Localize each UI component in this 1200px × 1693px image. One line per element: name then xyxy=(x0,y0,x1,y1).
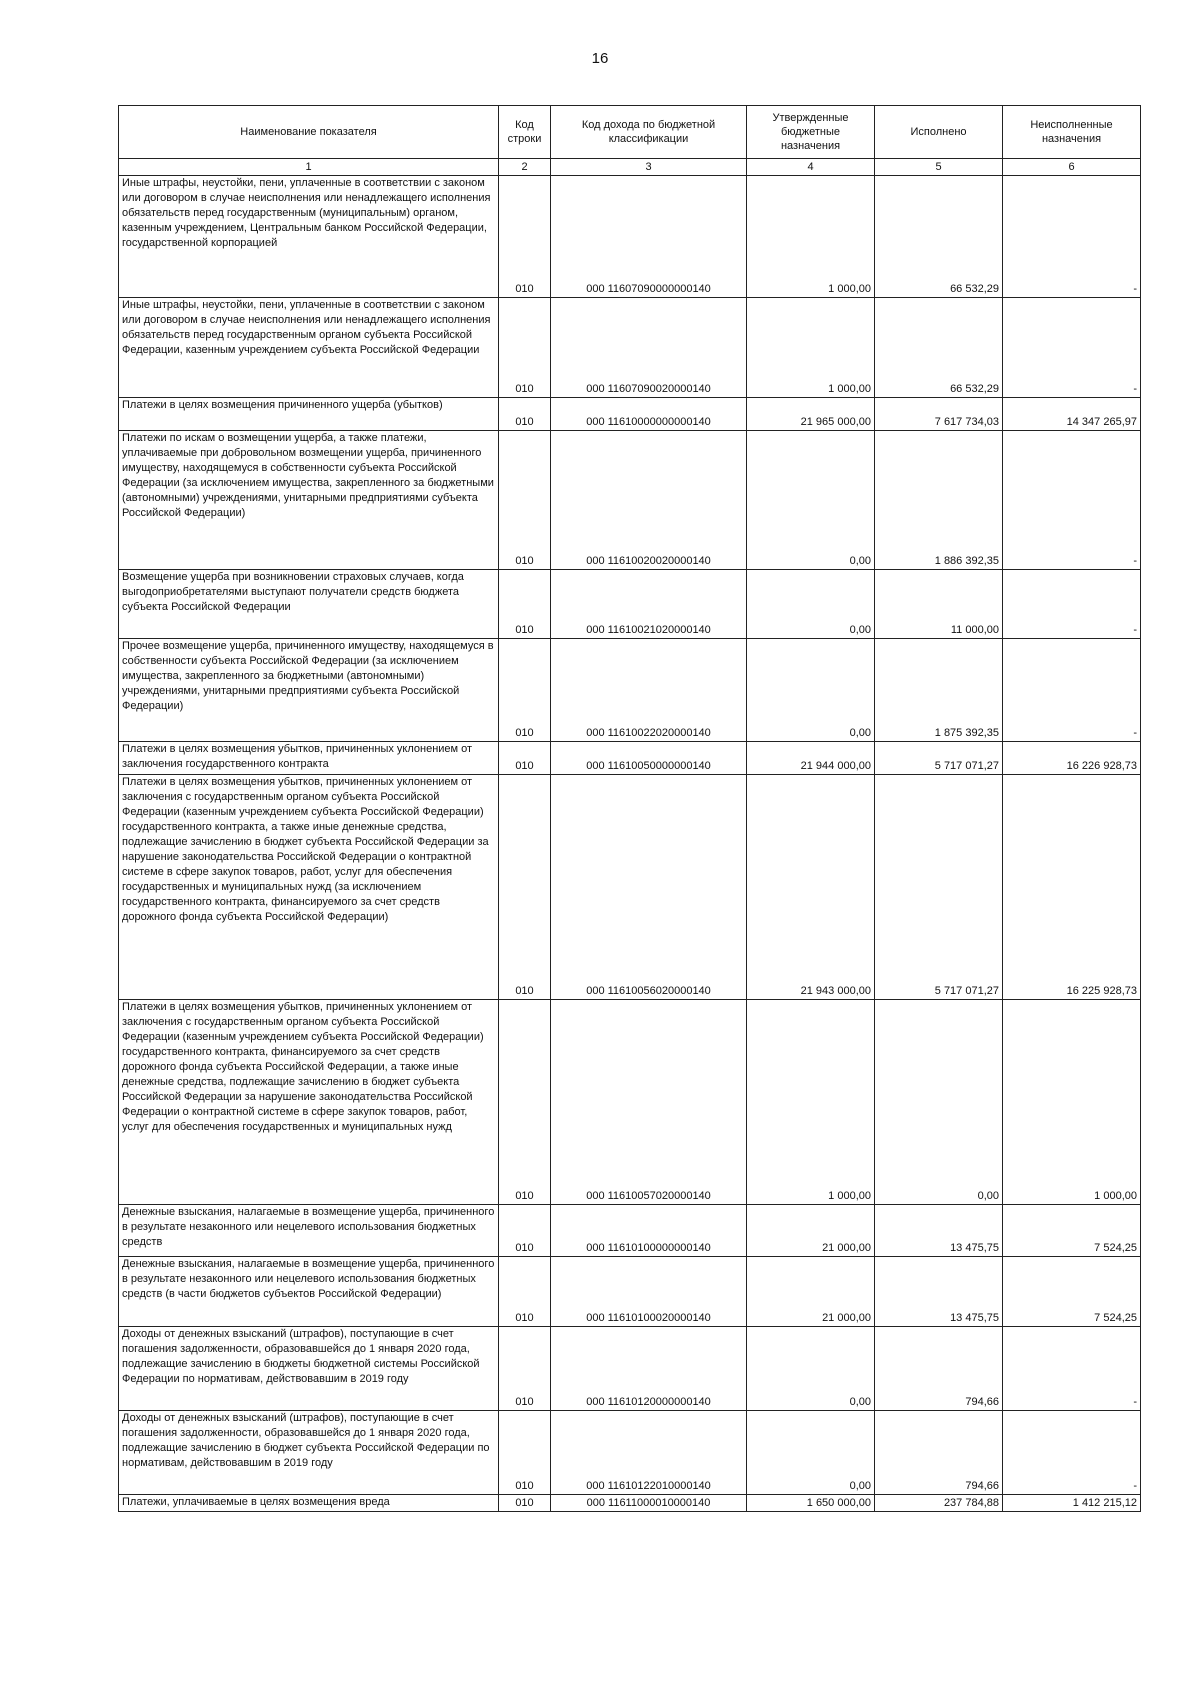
row-unexecuted: 1 412 215,12 xyxy=(1003,1495,1141,1512)
row-executed: 1 875 392,35 xyxy=(875,639,1003,742)
row-unexecuted: - xyxy=(1003,1411,1141,1495)
header-executed: Исполнено xyxy=(875,106,1003,159)
row-unexecuted: 16 226 928,73 xyxy=(1003,742,1141,775)
table-row xyxy=(119,1495,1141,1512)
row-name: Возмещение ущерба при возникновении страховых случаев, когда выгодоприобретателями выступают получатели средств бюджета субъекта Российской Федерации xyxy=(119,570,499,639)
row-approved: 21 965 000,00 xyxy=(747,398,875,431)
row-name: Платежи, уплачиваемые в целях возмещения вреда xyxy=(119,1495,499,1512)
table-row xyxy=(119,1257,1141,1327)
row-executed: 1 886 392,35 xyxy=(875,431,1003,570)
header-approved: Утвержденные бюджетные назначения xyxy=(747,106,875,159)
row-executed: 5 717 071,27 xyxy=(875,742,1003,775)
table-header-row xyxy=(119,106,1141,159)
row-name: Платежи по искам о возмещении ущерба, а также платежи, уплачиваемые при добровольном возмещении ущерба, причиненного имуществу, находящемуся в собственности субъекта Российской Федерации (за исключением имущества, закрепленного за бюджетными (автономными) учреждениями, унитарными предприятиями субъекта Российской Федерации) xyxy=(119,431,499,570)
table-row xyxy=(119,1411,1141,1495)
row-revenue-code: 000 11610120000000140 xyxy=(551,1327,747,1411)
row-approved: 0,00 xyxy=(747,570,875,639)
row-executed: 5 717 071,27 xyxy=(875,775,1003,1000)
row-unexecuted: 1 000,00 xyxy=(1003,1000,1141,1205)
row-unexecuted: 14 347 265,97 xyxy=(1003,398,1141,431)
row-approved: 21 000,00 xyxy=(747,1205,875,1257)
row-approved: 0,00 xyxy=(747,1411,875,1495)
row-name: Платежи в целях возмещения причиненного ущерба (убытков) xyxy=(119,398,499,431)
column-number: 5 xyxy=(875,159,1003,176)
header-revenue-code: Код дохода по бюджетной классификации xyxy=(551,106,747,159)
row-executed: 7 617 734,03 xyxy=(875,398,1003,431)
row-line-code: 010 xyxy=(499,1327,551,1411)
row-unexecuted: - xyxy=(1003,431,1141,570)
column-number: 3 xyxy=(551,159,747,176)
row-line-code: 010 xyxy=(499,1205,551,1257)
row-unexecuted: 16 225 928,73 xyxy=(1003,775,1141,1000)
row-revenue-code: 000 11610056020000140 xyxy=(551,775,747,1000)
row-line-code: 010 xyxy=(499,639,551,742)
row-revenue-code: 000 11611000010000140 xyxy=(551,1495,747,1512)
row-revenue-code: 000 11610020020000140 xyxy=(551,431,747,570)
table-row xyxy=(119,570,1141,639)
row-revenue-code: 000 11610100020000140 xyxy=(551,1257,747,1327)
row-unexecuted: 7 524,25 xyxy=(1003,1205,1141,1257)
page-number: 16 xyxy=(591,50,609,67)
row-line-code: 010 xyxy=(499,398,551,431)
row-name: Иные штрафы, неустойки, пени, уплаченные в соответствии с законом или договором в случае неисполнения или ненадлежащего исполнения обязательств перед государственным органом субъекта Российской Федерации, казенным учреждением субъекта Российской Федерации xyxy=(119,298,499,398)
row-line-code: 010 xyxy=(499,570,551,639)
row-name: Доходы от денежных взысканий (штрафов), поступающие в счет погашения задолженности, образовавшейся до 1 января 2020 года, подлежащие зачислению в бюджеты бюджетной системы Российской Федерации по нормативам, действовавшим в 2019 году xyxy=(119,1327,499,1411)
row-name: Доходы от денежных взысканий (штрафов), поступающие в счет погашения задолженности, образовавшейся до 1 января 2020 года, подлежащие зачислению в бюджет субъекта Российской Федерации по нормативам, действовавшим в 2019 году xyxy=(119,1411,499,1495)
row-unexecuted: - xyxy=(1003,176,1141,298)
row-name: Платежи в целях возмещения убытков, причиненных уклонением от заключения с государственным органом субъекта Российской Федерации (казенным учреждением субъекта Российской Федерации) государственного контракта, финансируемого за счет средств дорожного фонда субъекта Российской Федерации, а также иные денежные средства, подлежащие зачислению в бюджет субъекта Российской Федерации за нарушение законодательства Российской Федерации о контрактной системе в сфере закупок товаров, работ, услуг для обеспечения государственных и муниципальных нужд xyxy=(119,1000,499,1205)
row-executed: 13 475,75 xyxy=(875,1205,1003,1257)
table-row xyxy=(119,1327,1141,1411)
row-approved: 21 944 000,00 xyxy=(747,742,875,775)
row-approved: 21 943 000,00 xyxy=(747,775,875,1000)
row-name: Платежи в целях возмещения убытков, причиненных уклонением от заключения государственного контракта xyxy=(119,742,499,775)
row-executed: 237 784,88 xyxy=(875,1495,1003,1512)
table-row xyxy=(119,298,1141,398)
column-number-row xyxy=(119,159,1141,176)
row-executed: 794,66 xyxy=(875,1411,1003,1495)
row-unexecuted: - xyxy=(1003,1327,1141,1411)
row-line-code: 010 xyxy=(499,431,551,570)
table-row xyxy=(119,639,1141,742)
table-row xyxy=(119,775,1141,1000)
row-approved: 0,00 xyxy=(747,431,875,570)
row-executed: 66 532,29 xyxy=(875,298,1003,398)
table-row xyxy=(119,742,1141,775)
row-line-code: 010 xyxy=(499,1495,551,1512)
row-line-code: 010 xyxy=(499,176,551,298)
row-executed: 11 000,00 xyxy=(875,570,1003,639)
budget-revenue-table xyxy=(118,105,1141,1512)
column-number: 2 xyxy=(499,159,551,176)
column-number: 6 xyxy=(1003,159,1141,176)
row-approved: 1 000,00 xyxy=(747,298,875,398)
row-name: Иные штрафы, неустойки, пени, уплаченные в соответствии с законом или договором в случае неисполнения или ненадлежащего исполнения обязательств перед государственным (муниципальным) органом, казенным учреждением, Центральным банком Российской Федерации, государственной корпорацией xyxy=(119,176,499,298)
row-executed: 794,66 xyxy=(875,1327,1003,1411)
row-revenue-code: 000 11610000000000140 xyxy=(551,398,747,431)
row-approved: 0,00 xyxy=(747,1327,875,1411)
row-name: Прочее возмещение ущерба, причиненного имуществу, находящемуся в собственности субъекта Российской Федерации (за исключением имущества, закрепленного за бюджетными (автономными) учреждениями, унитарными предприятиями субъекта Российской Федерации) xyxy=(119,639,499,742)
row-name: Денежные взыскания, налагаемые в возмещение ущерба, причиненного в результате незаконного или нецелевого использования бюджетных средств xyxy=(119,1205,499,1257)
row-revenue-code: 000 11610050000000140 xyxy=(551,742,747,775)
row-line-code: 010 xyxy=(499,1257,551,1327)
row-executed: 13 475,75 xyxy=(875,1257,1003,1327)
row-line-code: 010 xyxy=(499,1000,551,1205)
row-line-code: 010 xyxy=(499,775,551,1000)
header-unexecuted: Неисполненные назначения xyxy=(1003,106,1141,159)
row-executed: 0,00 xyxy=(875,1000,1003,1205)
header-line-code: Код строки xyxy=(499,106,551,159)
row-unexecuted: 7 524,25 xyxy=(1003,1257,1141,1327)
row-line-code: 010 xyxy=(499,742,551,775)
row-revenue-code: 000 11607090000000140 xyxy=(551,176,747,298)
row-executed: 66 532,29 xyxy=(875,176,1003,298)
row-revenue-code: 000 11610100000000140 xyxy=(551,1205,747,1257)
row-unexecuted: - xyxy=(1003,298,1141,398)
row-revenue-code: 000 11607090020000140 xyxy=(551,298,747,398)
column-number: 1 xyxy=(119,159,499,176)
row-revenue-code: 000 11610022020000140 xyxy=(551,639,747,742)
row-name: Платежи в целях возмещения убытков, причиненных уклонением от заключения с государственным органом субъекта Российской Федерации (казенным учреждением субъекта Российской Федерации) государственного контракта, а также иные денежные средства, подлежащие зачислению в бюджет субъекта Российской Федерации за нарушение законодательства Российской Федерации о контрактной системе в сфере закупок товаров, работ, услуг для обеспечения государственных и муниципальных нужд (за исключением государственного контракта, финансируемого за счет средств дорожного фонда субъекта Российской Федерации) xyxy=(119,775,499,1000)
header-indicator-name: Наименование показателя xyxy=(119,106,499,159)
table-row xyxy=(119,398,1141,431)
row-approved: 0,00 xyxy=(747,639,875,742)
table-row xyxy=(119,431,1141,570)
row-revenue-code: 000 11610021020000140 xyxy=(551,570,747,639)
row-revenue-code: 000 11610057020000140 xyxy=(551,1000,747,1205)
row-line-code: 010 xyxy=(499,298,551,398)
row-unexecuted: - xyxy=(1003,639,1141,742)
table-row xyxy=(119,176,1141,298)
row-approved: 1 650 000,00 xyxy=(747,1495,875,1512)
row-name: Денежные взыскания, налагаемые в возмещение ущерба, причиненного в результате незаконного или нецелевого использования бюджетных средств (в части бюджетов субъектов Российской Федерации) xyxy=(119,1257,499,1327)
column-number: 4 xyxy=(747,159,875,176)
row-line-code: 010 xyxy=(499,1411,551,1495)
row-unexecuted: - xyxy=(1003,570,1141,639)
table-row xyxy=(119,1205,1141,1257)
row-revenue-code: 000 11610122010000140 xyxy=(551,1411,747,1495)
row-approved: 21 000,00 xyxy=(747,1257,875,1327)
row-approved: 1 000,00 xyxy=(747,176,875,298)
table-row xyxy=(119,1000,1141,1205)
row-approved: 1 000,00 xyxy=(747,1000,875,1205)
